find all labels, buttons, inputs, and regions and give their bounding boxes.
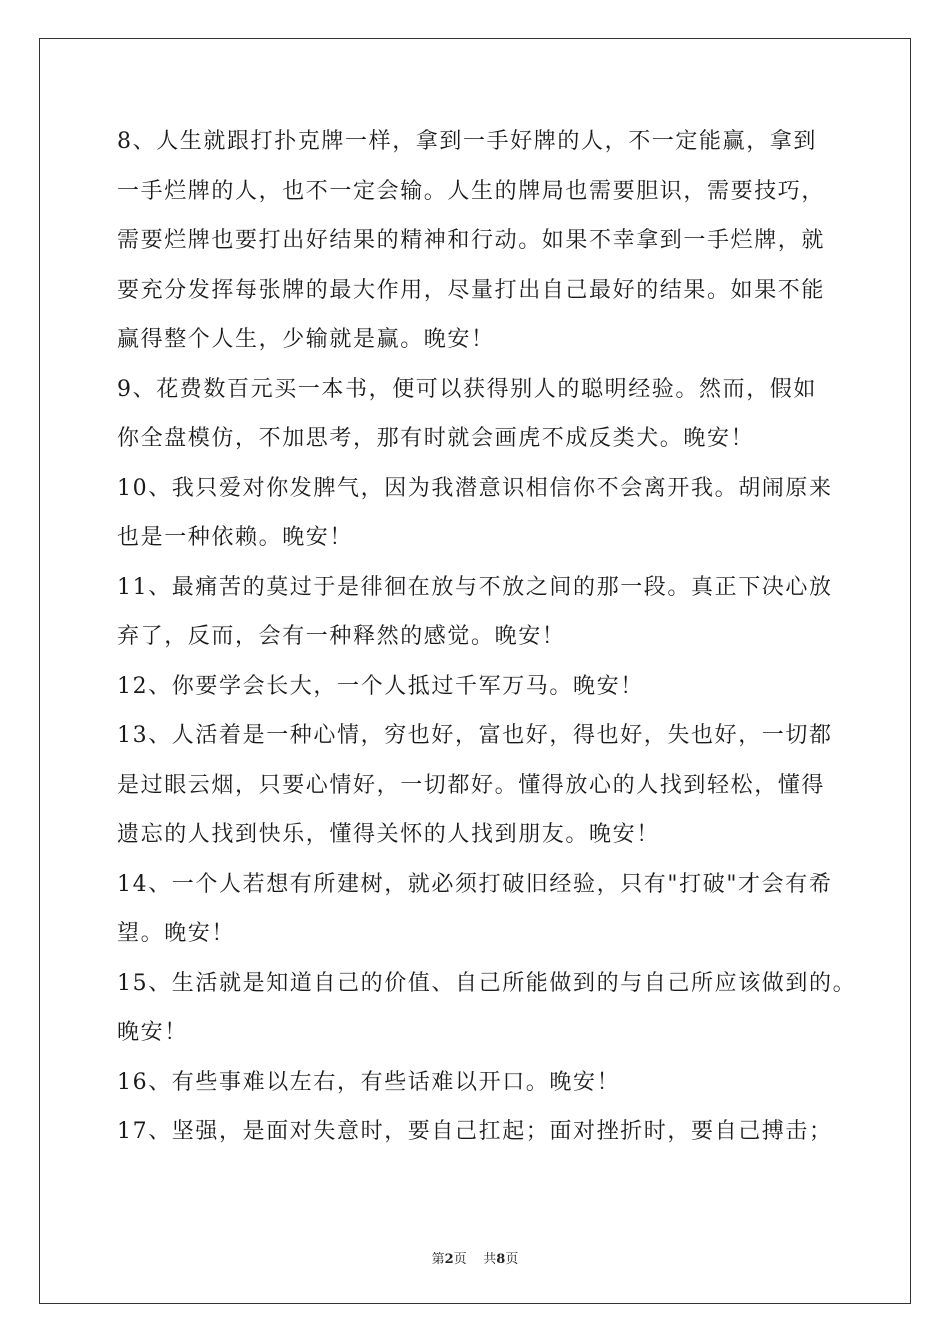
text-line: 8、人生就跟打扑克牌一样，拿到一手好牌的人，不一定能赢，拿到 [117, 129, 817, 154]
text-line: 15、生活就是知道自己的价值、自己所能做到的与自己所应该做到的。 [117, 970, 857, 996]
text-line: 弃了，反而，会有一种释然的感觉。晚安！ [117, 624, 566, 649]
total-pages-indicator: 共8页 [483, 1252, 519, 1267]
text-line: 10、我只爱对你发脾气，因为我潜意识相信你不会离开我。胡闹原来 [117, 475, 833, 501]
text-line: 赢得整个人生，少输就是赢。晚安！ [117, 327, 495, 352]
text-line: 要充分发挥每张牌的最大作用，尽量打出自己最好的结果。如果不能 [117, 277, 826, 303]
text-line: 晚安！ [117, 1020, 188, 1045]
text-line: 14、一个人若想有所建树，就必须打破旧经验，只有"打破"才会有希 [117, 871, 833, 897]
page-indicator: 第2页 [431, 1252, 467, 1267]
text-line: 一手烂牌的人，也不一定会输。人生的牌局也需要胆识，需要技巧， [117, 178, 826, 204]
text-line: 你全盘模仿，不加思考，那有时就会画虎不成反类犬。晚安！ [117, 426, 755, 451]
text-line: 16、有些事难以左右，有些话难以开口。晚安！ [117, 1069, 621, 1095]
text-line: 17、坚强，是面对失意时，要自己扛起；面对挫折时，要自己搏击； [117, 1119, 833, 1144]
text-line: 12、你要学会长大，一个人抵过千军万马。晚安！ [117, 673, 644, 699]
page-footer [0, 1248, 950, 1267]
text-line: 9、花费数百元买一本书，便可以获得别人的聪明经验。然而，假如 [117, 376, 817, 402]
text-line: 11、最痛苦的莫过于是徘徊在放与不放之间的那一段。真正下决心放 [117, 574, 833, 600]
text-line: 遗忘的人找到快乐，懂得关怀的人找到朋友。晚安！ [117, 822, 660, 847]
text-line: 需要烂牌也要打出好结果的精神和行动。如果不幸拿到一手烂牌，就 [117, 228, 826, 253]
text-line: 望。晚安！ [117, 921, 236, 946]
text-line: 是过眼云烟，只要心情好，一切都好。懂得放心的人找到轻松，懂得 [117, 772, 826, 798]
text-line: 也是一种依赖。晚安！ [117, 525, 354, 550]
text-line: 13、人活着是一种心情，穷也好，富也好，得也好，失也好，一切都 [117, 723, 833, 748]
